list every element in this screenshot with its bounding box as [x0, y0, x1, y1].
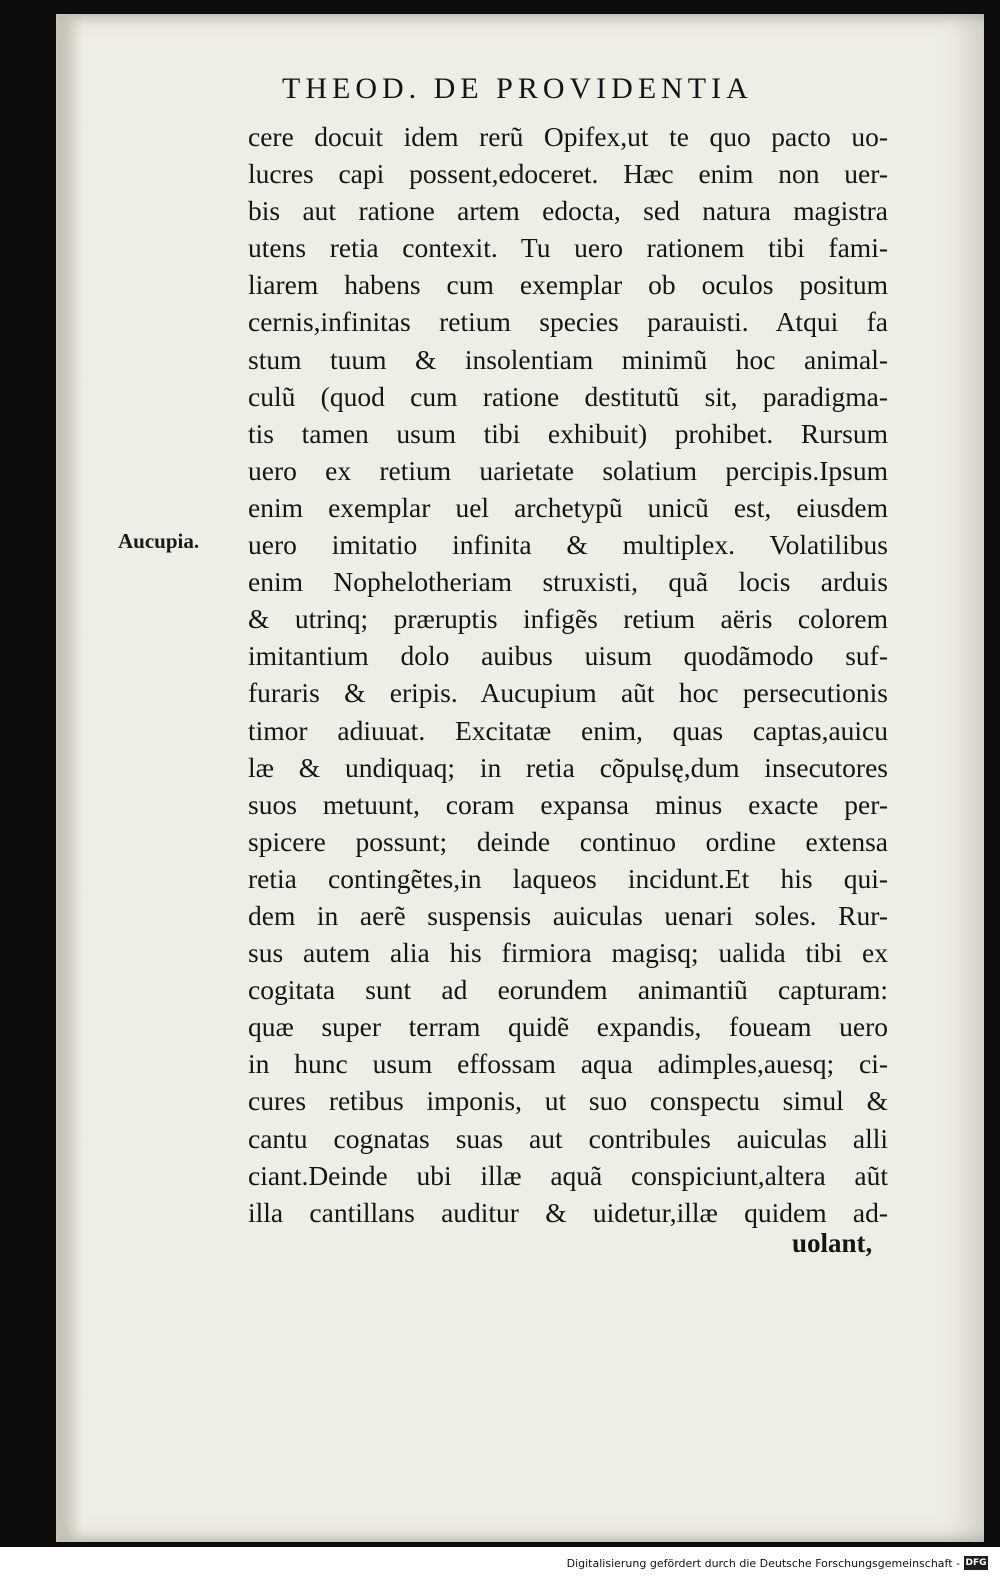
text-line: læ & undiquaq; in retia cõpulsę,dum insecutores [248, 751, 888, 783]
text-line: bis aut ratione artem edocta, sed natura magistra [248, 195, 888, 227]
catchword: uolant, [792, 1228, 873, 1258]
footer-bar [0, 1547, 1000, 1584]
text-line: uero imitatio infinita & multiplex. Volatilibus [248, 529, 888, 561]
main-text-block [248, 118, 888, 1231]
text-line: & utrinq; præruptis infigẽs retium aëris colorem [248, 603, 888, 635]
text-line: culũ (quod cum ratione destitutũ sit, paradigma- [248, 380, 888, 412]
text-line: sus autem alia his firmiora magisq; ualida tibi ex [248, 937, 888, 969]
text-line: illa cantillans auditur & uidetur,illæ quidem ad- [248, 1196, 888, 1228]
text-line: uero ex retium uarietate solatium percipis.Ipsum [248, 454, 888, 486]
text-line: enim Nophelotheriam struxisti, quã locis arduis [248, 566, 888, 598]
text-line: spicere possunt; deinde continuo ordine extensa [248, 825, 888, 857]
text-line: tis tamen usum tibi exhibuit) prohibet. Rursum [248, 417, 888, 449]
marginal-note: Aucupia. [118, 529, 200, 553]
text-line: cere docuit idem rerũ Opifex,ut te quo pacto uo- [248, 121, 888, 152]
text-line: cures retibus imponis, ut suo conspectu simul & [248, 1085, 888, 1117]
text-line: stum tuum & insolentiam minimũ hoc animal- [248, 343, 888, 375]
text-line: enim exemplar uel archetypũ unicũ est, eiusdem [248, 491, 888, 523]
text-line: timor adiuuat. Excitatæ enim, quas captas,auicu [248, 714, 888, 746]
text-line: retia contingẽtes,in laqueos incidunt.Et his qui- [248, 862, 888, 894]
text-line: utens retia contexit. Tu uero rationem tibi fami- [248, 232, 888, 264]
text-line: ciant.Deinde ubi illæ aquã conspiciunt,altera aũt [248, 1159, 888, 1191]
text-line: liarem habens cum exemplar ob oculos positum [248, 269, 888, 301]
text-line: quæ super terram quidẽ expandis, foueam uero [248, 1011, 888, 1043]
text-line: furaris & eripis. Aucupium aũt hoc persecutionis [248, 677, 888, 709]
text-line: dem in aerẽ suspensis auiculas uenari soles. Rur- [248, 899, 888, 931]
dfg-logo-icon: DFG [965, 1558, 987, 1568]
text-line: imitantium dolo auibus uisum quodãmodo suf- [248, 640, 888, 672]
text-line: cogitata sunt ad eorundem animantiũ capturam: [248, 974, 888, 1006]
text-line: lucres capi possent,edoceret. Hæc enim non uer- [248, 158, 888, 190]
funding-credit: Digitalisierung gefördert durch die Deutsche Forschungsgemeinschaft - [566, 1557, 960, 1570]
text-line: in hunc usum effossam aqua adimples,auesq; ci- [248, 1048, 888, 1080]
running-head: THEOD. DE PROVIDENTIA [282, 72, 753, 105]
gutter-shadow [56, 14, 84, 1542]
text-line: cernis,infinitas retium species parauisti. Atqui fa [248, 306, 888, 338]
text-line: suos metuunt, coram expansa minus exacte per- [248, 788, 888, 820]
text-line: cantu cognatas suas aut contribules auiculas alli [248, 1122, 888, 1154]
